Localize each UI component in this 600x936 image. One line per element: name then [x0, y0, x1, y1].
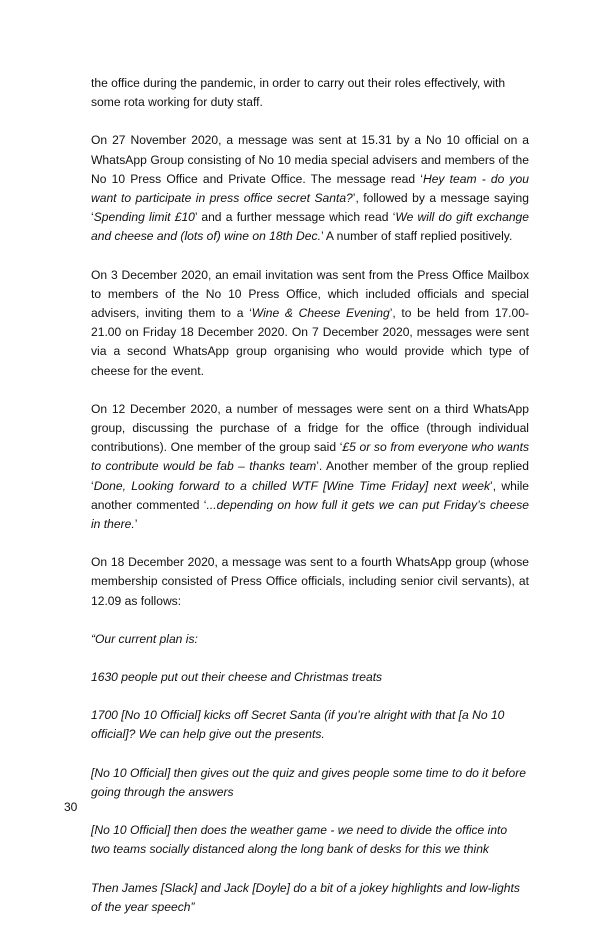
body-text: On 18 December 2020, a message was sent to a fourth WhatsApp group (whose membership consisted of Press Office officials, including senior civil servants), at 12.09 as follows: — [91, 555, 529, 608]
paragraph — [91, 266, 529, 381]
quote-line: [No 10 Official] then gives out the quiz and gives people some time to do it before going through the answers — [91, 765, 526, 799]
body-text: On 12 December 2020, a number of messages were sent on a third WhatsApp group, discussing the purchase of a fridge for the office (through individual contributions). One member of the group said ‘ — [91, 401, 529, 455]
quoted-text: £5 or so from everyone who wants to contribute would be fab – thanks team — [91, 440, 529, 474]
body-text: ’. Another member of the group replied ‘ — [91, 459, 529, 493]
quoted-text: Spending limit £10 — [93, 210, 195, 225]
quote-line: 1700 [No 10 Official] kicks off Secret Santa (if you’re alright with that [a No 10 official]? We can help give out the presents. — [91, 708, 505, 742]
quote-line: 1630 people put out their cheese and Christmas treats — [91, 670, 383, 685]
quoted-text: Done, Looking forward to a chilled WTF [Wine Time Friday] next week — [93, 478, 491, 493]
body-text: ’, followed by a message saying ‘ — [91, 191, 530, 225]
body-text: ’ — [134, 517, 138, 532]
body-text: On 27 November 2020, a message was sent at 15.31 by a No 10 official on a WhatsApp Group consisting of No 10 media special advisers and members of the No 10 Press Office and Private Office. The message read ‘ — [91, 133, 529, 186]
document-body — [91, 74, 529, 936]
quote-line: Then James [Slack] and Jack [Doyle] do a bit of a jokey highlights and low-lights of the year speech” — [91, 880, 520, 914]
paragraph — [91, 131, 529, 246]
body-text: ’, to be held from 17.00-21.00 on Friday 18 December 2020. On 7 December 2020, messages were sent via a second WhatsApp group organising who would provide which type of cheese for the event. — [91, 306, 529, 378]
paragraph — [91, 400, 529, 534]
quoted-text: ...depending on how full it gets we can put Friday’s cheese in there. — [91, 497, 530, 532]
quoted-text: We will do gift exchange and cheese and (lots of) wine on 18th Dec. — [91, 210, 529, 244]
quoted-text: Hey team - do you want to participate in press office secret Santa? — [91, 171, 529, 206]
body-text: On 3 December 2020, an email invitation was sent from the Press Office Mailbox to members of the No 10 Press Office, which included officials and special advisers, inviting them to a ‘ — [91, 267, 529, 321]
body-text: ’ and a further message which read ‘ — [194, 210, 396, 225]
body-text: ’, while another commented ‘ — [91, 478, 529, 512]
body-text: the office during the pandemic, in order to carry out their roles effectively, with some rota working for duty staff. — [91, 76, 506, 110]
page-number: 30 — [64, 800, 78, 814]
paragraph — [91, 74, 529, 112]
paragraph — [91, 553, 529, 611]
quote-line: [No 10 Official] then does the weather game - we need to divide the office into two teams socially distanced along the long bank of desks for this we think — [91, 823, 508, 857]
quoted-text: Wine & Cheese Evening — [251, 306, 390, 321]
body-text: ’ A number of staff replied positively. — [320, 229, 513, 244]
quote-line: “Our current plan is: — [91, 631, 198, 646]
